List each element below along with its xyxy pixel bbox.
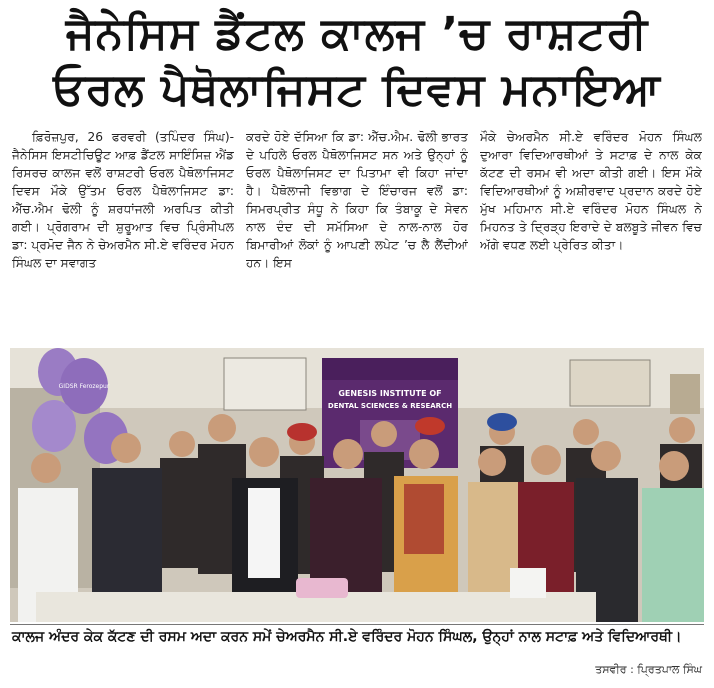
- group-photo: [10, 348, 704, 622]
- photo-caption: ਕਾਲਜ ਅੰਦਰ ਕੇਕ ਕੱਟਣ ਦੀ ਰਸਮ ਅਦਾ ਕਰਨ ਸਮੇਂ ਚੇਅਰਮੈਨ ਸੀ.ਏ ਵਰਿੰਦਰ ਮੋਹਨ ਸਿੰਘਲ, ਉਨ੍ਹਾਂ ਨਾਲ ਸਟਾਫ਼ ਅਤੇ ਵਿਦਿਆਰਥੀ।: [12, 629, 682, 645]
- article-column-2-text: ਕਰਦੇ ਹੋਏ ਦੱਸਿਆ ਕਿ ਡਾ: ਐੱਚ.ਐਮ. ਢੋਲੀ ਭਾਰਤ ਦੇ ਪਹਿਲੇ ਓਰਲ ਪੈਥੋਲਾਜਿਸਟ ਸਨ ਅਤੇ ਉਨ੍ਹਾਂ ਨੂੰ ਓਰਲ ਪੈਥੋਲਾਜਿਸਟ ਦਾ ਪਿਤਾਮਾ ਵੀ ਕਿਹਾ ਜਾਂਦਾ ਹੈ। ਪੈਥੋਲਾਜੀ ਵਿਭਾਗ ਦੇ ਇੰਚਾਰਜ ਵਲੋਂ ਡਾ: ਸਿਮਰਪ੍ਰੀਤ ਸੰਧੂ ਨੇ ਕਿਹਾ ਕਿ ਤੰਬਾਕੂ ਦੇ ਸੇਵਨ ਨਾਲ ਦੰਦ ਦੀ ਸਮੱਸਿਆ ਦੇ ਨਾਲ-ਨਾਲ ਹੋਰ ਬਿਮਾਰੀਆਂ ਲੋਕਾਂ ਨੂੰ ਆਪਣੀ ਲਪੇਟ ’ਚ ਲੈ ਲੈਂਦੀਆਂ ਹਨ। ਇਸ: [246, 130, 468, 270]
- article-column-1: [12, 128, 234, 346]
- banner-line-2: DENTAL SCIENCES & RESEARCH: [327, 402, 453, 410]
- article-column-3-text: ਮੌਕੇ ਚੇਅਰਮੈਨ ਸੀ.ਏ ਵਰਿੰਦਰ ਮੋਹਨ ਸਿੰਘਲ ਦੁਆਰਾ ਵਿਦਿਆਰਥੀਆਂ ਤੇ ਸਟਾਫ਼ ਦੇ ਨਾਲ ਕੇਕ ਕੱਟਣ ਦੀ ਰਸਮ ਵੀ ਅਦਾ ਕੀਤੀ ਗਈ। ਇਸ ਮੌਕੇ ਵਿਦਿਆਰਥੀਆਂ ਨੂੰ ਅਸ਼ੀਰਵਾਦ ਪ੍ਰਦਾਨ ਕਰਦੇ ਹੋਏ ਮੁੱਖ ਮਹਿਮਾਨ ਸੀ.ਏ ਵਰਿੰਦਰ ਮੋਹਨ ਸਿੰਘਲ ਨੇ ਮਿਹਨਤ ਤੇ ਦ੍ਰਿੜ੍ਹ ਇਰਾਦੇ ਦੇ ਬਲਬੂਤੇ ਜੀਵਨ ਵਿਚ ਅੱਗੇ ਵਧਣ ਲਈ ਪ੍ਰੇਰਿਤ ਕੀਤਾ।: [480, 130, 702, 252]
- article-column-3: [480, 128, 702, 346]
- article-column-1-text: ਫ਼ਿਰੋਜ਼ਪੁਰ, 26 ਫਰਵਰੀ (ਤਪਿੰਦਰ ਸਿੰਘ)-ਜੈਨੇਸਿਸ ਇਸਟੀਚਿਊਟ ਆਫ਼ ਡੈਂਟਲ ਸਾਇੰਸਿਜ਼ ਐਂਡ ਰਿਸਰਚ ਕਾਲਜ ਵਲੋਂ ਰਾਸ਼ਟਰੀ ਓਰਲ ਪੈਥੋਲਾਜਿਸਟ ਦਿਵਸ ਮੌਕੇ ਉੱਤਮ ਓਰਲ ਪੈਥੋਲਾਜਿਸਟ ਡਾ: ਐੱਚ.ਐਮ ਢੋਲੀ ਨੂੰ ਸ਼ਰਧਾਂਜਲੀ ਅਰਪਿਤ ਕੀਤੀ ਗਈ। ਪ੍ਰੋਗਰਾਮ ਦੀ ਸ਼ੁਰੂਆਤ ਵਿਚ ਪ੍ਰਿੰਸੀਪਲ ਡਾ: ਪ੍ਰਮੋਦ ਜੈਨ ਨੇ ਚੇਅਰਮੈਨ ਸੀ.ਏ ਵਰਿੰਦਰ ਮੋਹਨ ਸਿੰਘਲ ਦਾ ਸਵਾਗਤ: [12, 130, 234, 270]
- balloon-text: GIDSR Ferozepur: [58, 383, 110, 390]
- headline-line-1: ਜੈਨੇਸਿਸ ਡੈਂਟਲ ਕਾਲਜ ’ਚ ਰਾਸ਼ਟਰੀ: [65, 8, 649, 59]
- article-body: [12, 128, 702, 346]
- headline-line-2: ਓਰਲ ਪੈਥੋਲਾਜਿਸਟ ਦਿਵਸ ਮਨਾਇਆ: [53, 64, 661, 115]
- cake: [296, 578, 348, 598]
- photo-credit: ਤਸਵੀਰ : ਪ੍ਰਿਤਪਾਲ ਸਿੰਘ: [595, 663, 702, 676]
- caption-divider: [10, 624, 704, 625]
- group-photo-image: [10, 348, 704, 622]
- banner-line-1: GENESIS INSTITUTE OF: [338, 389, 442, 398]
- article-column-2: [246, 128, 468, 346]
